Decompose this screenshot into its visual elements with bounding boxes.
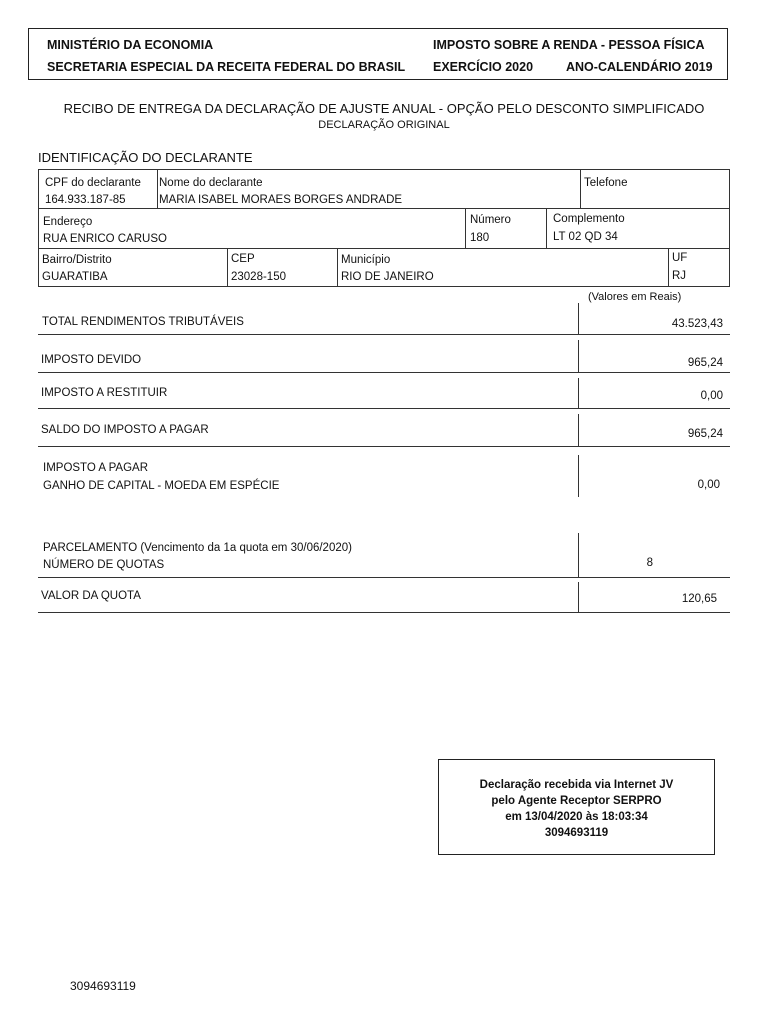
uf-label: UF bbox=[672, 252, 688, 264]
complement-value: LT 02 QD 34 bbox=[553, 231, 618, 243]
footer-code: 3094693119 bbox=[70, 979, 136, 993]
capital-gain-label: GANHO DE CAPITAL - MOEDA EM ESPÉCIE bbox=[43, 480, 280, 492]
number-label: Número bbox=[470, 214, 511, 226]
tax-due-value: 965,24 bbox=[687, 357, 723, 369]
quota-count-value: 8 bbox=[646, 557, 653, 569]
receipt-line-datetime: em 13/04/2020 às 18:03:34 bbox=[505, 811, 648, 823]
document-title: RECIBO DE ENTREGA DA DECLARAÇÃO DE AJUSTE ANUAL - OPÇÃO PELO DESCONTO SIMPLIFICADO bbox=[63, 101, 705, 116]
cpf-label: CPF do declarante bbox=[45, 177, 141, 189]
document-subtitle: DECLARAÇÃO ORIGINAL bbox=[318, 119, 450, 131]
taxable-income-value: 43.523,43 bbox=[671, 318, 723, 330]
capital-gain-value: 0,00 bbox=[697, 479, 720, 491]
calendar-year: ANO-CALENDÁRIO 2019 bbox=[566, 60, 713, 74]
installment-label: PARCELAMENTO (Vencimento da 1a quota em 30/06/2020) bbox=[43, 542, 352, 554]
address-label: Endereço bbox=[43, 216, 93, 228]
refund-label: IMPOSTO A RESTITUIR bbox=[41, 387, 168, 399]
receipt-line-channel: Declaração recebida via Internet JV bbox=[479, 779, 674, 791]
complement-label: Complemento bbox=[553, 213, 625, 225]
district-value: GUARATIBA bbox=[42, 271, 108, 283]
currency-note: (Valores em Reais) bbox=[588, 291, 682, 303]
phone-label: Telefone bbox=[584, 177, 628, 189]
uf-value: RJ bbox=[672, 270, 687, 282]
tax-due-label: IMPOSTO DEVIDO bbox=[41, 354, 142, 366]
quota-count-label: NÚMERO DE QUOTAS bbox=[43, 559, 165, 571]
cep-label: CEP bbox=[231, 253, 255, 265]
cpf-value: 164.933.187-85 bbox=[45, 194, 126, 206]
receipt-line-agent: pelo Agente Receptor SERPRO bbox=[491, 795, 662, 807]
number-value: 180 bbox=[470, 232, 490, 244]
name-value: MARIA ISABEL MORAES BORGES ANDRADE bbox=[159, 194, 403, 206]
receipt-line-code: 3094693119 bbox=[544, 827, 609, 839]
balance-label: SALDO DO IMPOSTO A PAGAR bbox=[41, 424, 209, 436]
tax-name: IMPOSTO SOBRE A RENDA - PESSOA FÍSICA bbox=[433, 38, 705, 52]
receipt-box bbox=[438, 759, 715, 855]
cep-value: 23028-150 bbox=[231, 271, 286, 283]
section-title-identification: IDENTIFICAÇÃO DO DECLARANTE bbox=[38, 150, 253, 165]
tax-to-pay-label: IMPOSTO A PAGAR bbox=[43, 462, 149, 474]
refund-value: 0,00 bbox=[700, 390, 723, 402]
city-value: RIO DE JANEIRO bbox=[341, 271, 434, 283]
balance-value: 965,24 bbox=[687, 428, 723, 440]
secretariat-name: SECRETARIA ESPECIAL DA RECEITA FEDERAL DO BRASIL bbox=[47, 60, 406, 74]
taxable-income-label: TOTAL RENDIMENTOS TRIBUTÁVEIS bbox=[42, 316, 244, 328]
address-value: RUA ENRICO CARUSO bbox=[43, 233, 167, 245]
name-label: Nome do declarante bbox=[159, 177, 263, 189]
quota-value-value: 120,65 bbox=[681, 593, 717, 605]
exercise-year: EXERCÍCIO 2020 bbox=[433, 60, 534, 74]
district-label: Bairro/Distrito bbox=[42, 254, 112, 266]
city-label: Município bbox=[341, 254, 391, 266]
quota-value-label: VALOR DA QUOTA bbox=[41, 590, 141, 602]
ministry-name: MINISTÉRIO DA ECONOMIA bbox=[47, 38, 214, 52]
